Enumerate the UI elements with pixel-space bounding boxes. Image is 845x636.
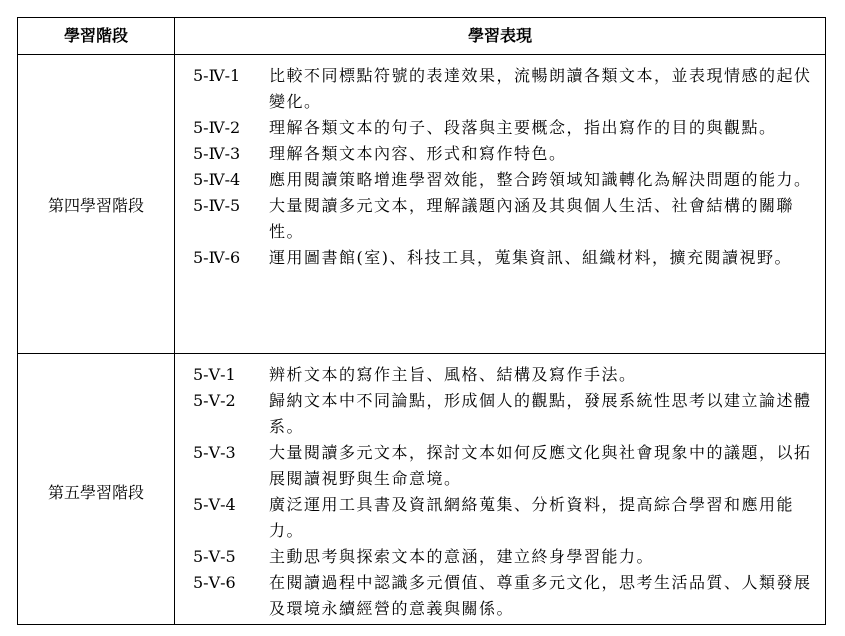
item-code: 5-Ⅴ-2 [193, 391, 236, 410]
item-text: 大量閱讀多元文本，探討文本如何反應文化與社會現象中的議題，以拓展閱讀視野與生命意境。 [269, 443, 812, 488]
item-code: 5-Ⅴ-3 [193, 443, 236, 462]
item-code: 5-Ⅳ-1 [193, 66, 241, 85]
performance-item [193, 193, 813, 245]
performance-item [193, 388, 813, 440]
item-code: 5-Ⅳ-2 [193, 118, 241, 137]
item-text: 辨析文本的寫作主旨、風格、結構及寫作手法。 [269, 365, 637, 384]
performance-item [193, 570, 813, 622]
performance-item [193, 141, 813, 167]
item-text: 廣泛運用工具書及資訊網絡蒐集、分析資料，提高綜合學習和應用能力。 [269, 495, 795, 540]
item-text: 主動思考與探索文本的意涵，建立終身學習能力。 [269, 547, 655, 566]
stage-label: 第四學習階段 [47, 196, 144, 215]
item-text: 理解各類文本內容、形式和寫作特色。 [269, 144, 567, 163]
item-text: 在閱讀過程中認識多元價值、尊重多元文化，思考生活品質、人類發展及環境永續經營的意義與關係。 [269, 573, 812, 618]
stage-group-5 [18, 354, 825, 624]
item-code: 5-Ⅳ-6 [193, 248, 241, 267]
item-text: 運用圖書館(室)、科技工具，蒐集資訊、組織材料，擴充閱讀視野。 [269, 248, 792, 267]
table-header-row [18, 18, 825, 55]
item-code: 5-Ⅴ-6 [193, 573, 236, 592]
performance-item [193, 115, 813, 141]
item-code: 5-Ⅴ-1 [193, 365, 236, 384]
learning-performance-table [17, 17, 826, 625]
item-code: 5-Ⅳ-3 [193, 144, 241, 163]
performance-item [193, 492, 813, 544]
item-text: 應用閱讀策略增進學習效能，整合跨領域知識轉化為解決問題的能力。 [269, 170, 812, 189]
performance-item [193, 440, 813, 492]
header-learning-stage: 學習階段 [63, 26, 128, 45]
performance-item [193, 63, 813, 115]
performance-item [193, 167, 813, 193]
item-code: 5-Ⅴ-5 [193, 547, 236, 566]
item-code: 5-Ⅴ-4 [193, 495, 236, 514]
item-text: 理解各類文本的句子、段落與主要概念，指出寫作的目的與觀點。 [269, 118, 777, 137]
performance-list [193, 63, 813, 271]
item-text: 歸納文本中不同論點，形成個人的觀點，發展系統性思考以建立論述體系。 [269, 391, 812, 436]
stage-label: 第五學習階段 [47, 483, 144, 502]
item-code: 5-Ⅳ-4 [193, 170, 241, 189]
header-learning-performance: 學習表現 [467, 26, 532, 45]
item-text: 比較不同標點符號的表達效果，流暢朗讀各類文本，並表現情感的起伏變化。 [269, 66, 812, 111]
performance-item [193, 362, 813, 388]
performance-item [193, 245, 813, 271]
stage-group-4 [18, 55, 825, 354]
item-code: 5-Ⅳ-5 [193, 196, 241, 215]
performance-item [193, 544, 813, 570]
item-text: 大量閱讀多元文本，理解議題內涵及其與個人生活、社會結構的關聯性。 [269, 196, 795, 241]
performance-list [193, 362, 813, 622]
